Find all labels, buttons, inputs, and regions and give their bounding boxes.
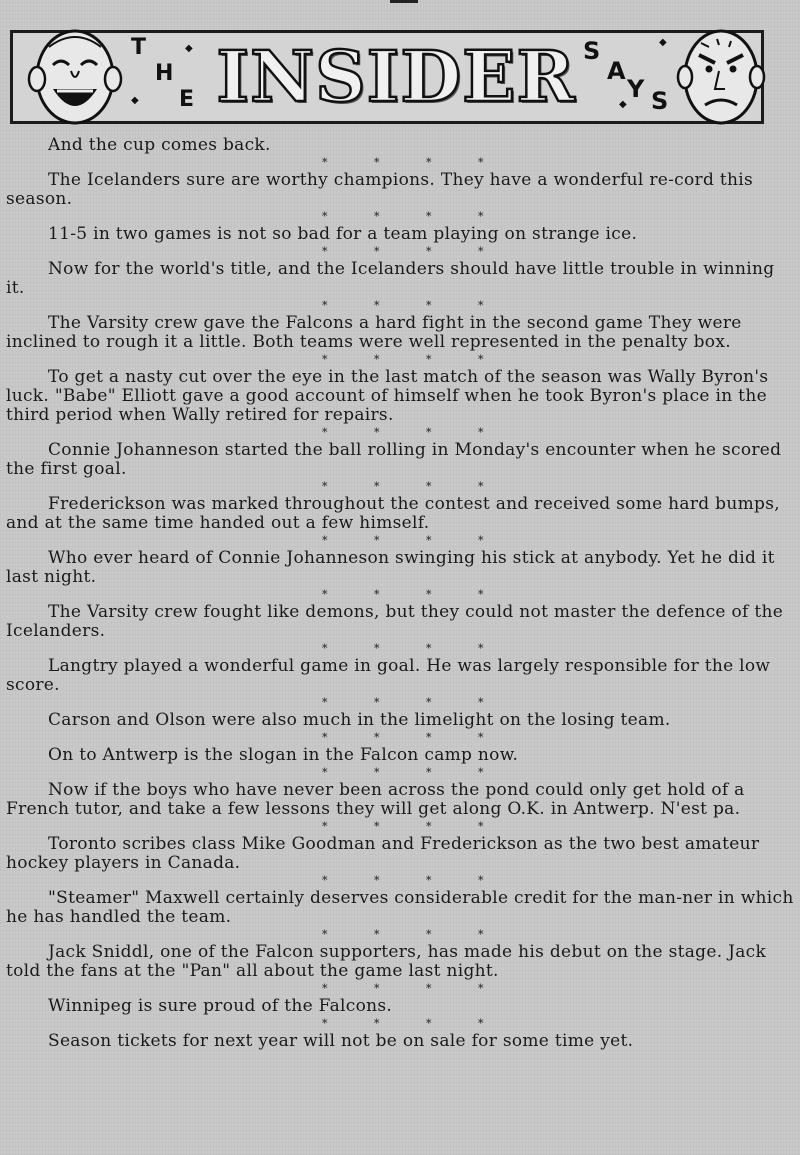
ornament-diamond: ◆ xyxy=(131,95,139,106)
paragraph: Langtry played a wonderful game in goal. He was largely responsible for the low score. xyxy=(6,656,771,695)
paragraph: And the cup comes back. xyxy=(48,135,271,155)
the-letter-e: E xyxy=(179,87,195,112)
paragraph: Carson and Olson were also much in the limelight on the losing team. xyxy=(48,710,671,730)
top-rule xyxy=(390,0,418,9)
separator-stars: * * * * xyxy=(322,982,484,995)
paragraph: Who ever heard of Connie Johanneson swinging his stick at anybody. Yet he did it last night. xyxy=(6,548,775,587)
separator-stars: * * * * xyxy=(322,299,484,312)
separator-stars: * * * * xyxy=(322,353,484,366)
paragraph: On to Antwerp is the slogan in the Falcon camp now. xyxy=(48,745,519,765)
separator-stars: * * * * xyxy=(322,588,484,601)
separator-stars: * * * * xyxy=(322,820,484,833)
paragraph: Now for the world's title, and the Icelanders should have little trouble in winning it. xyxy=(6,259,775,298)
separator-stars: * * * * xyxy=(322,156,484,169)
separator-stars: * * * * xyxy=(322,928,484,941)
column-banner xyxy=(10,30,764,124)
column-body xyxy=(6,136,796,1051)
paragraph: The Icelanders sure are worthy champions. They have a wonderful re-cord this season. xyxy=(6,170,753,209)
paragraph: Toronto scribes class Mike Goodman and Frederickson as the two best amateur hockey players in Canada. xyxy=(6,834,760,873)
paragraph: To get a nasty cut over the eye in the last match of the season was Wally Byron's luck. "Babe" Elliott gave a good account of himself when he took Byron's place in the third period when Wally retired for repairs. xyxy=(6,367,769,425)
paragraph: Now if the boys who have never been across the pond could only get hold of a French tutor, and take a few lessons they will get along O.K. in Antwerp. N'est pa. xyxy=(6,780,745,819)
separator-stars: * * * * xyxy=(322,766,484,779)
the-letter-t: T xyxy=(131,35,147,60)
separator-stars: * * * * xyxy=(322,210,484,223)
says-letter-s2: S xyxy=(651,87,669,115)
separator-stars: * * * * xyxy=(322,642,484,655)
separator-stars: * * * * xyxy=(322,426,484,439)
ornament-diamond: ◆ xyxy=(659,37,667,48)
separator-stars: * * * * xyxy=(322,874,484,887)
ornament-diamond: ◆ xyxy=(619,99,627,110)
separator-stars: * * * * xyxy=(322,696,484,709)
paragraph: "Steamer" Maxwell certainly deserves considerable credit for the man-ner in which he has handled the team. xyxy=(6,888,794,927)
separator-stars: * * * * xyxy=(322,480,484,493)
ornament-diamond: ◆ xyxy=(185,43,193,54)
separator-stars: * * * * xyxy=(322,534,484,547)
paragraph: The Varsity crew fought like demons, but they could not master the defence of the Icelanders. xyxy=(6,602,784,641)
grumpy-face-icon xyxy=(673,19,769,131)
paragraph: Season tickets for next year will not be on sale for some time yet. xyxy=(48,1031,634,1051)
says-letter-a: A xyxy=(607,57,626,85)
paragraph: Winnipeg is sure proud of the Falcons. xyxy=(48,996,393,1016)
separator-stars: * * * * xyxy=(322,731,484,744)
paragraph: Jack Sniddl, one of the Falcon supporters, has made his debut on the stage. Jack told the fans at the "Pan" all about the game last night. xyxy=(6,942,767,981)
paragraph: Frederickson was marked throughout the contest and received some hard bumps, and at the same time handed out a few himself. xyxy=(6,494,780,533)
paragraph: The Varsity crew gave the Falcons a hard fight in the second game They were inclined to rough it a little. Both teams were well represented in the penalty box. xyxy=(6,313,742,352)
column-title: INSIDER xyxy=(216,35,576,118)
laughing-face-icon xyxy=(27,19,123,131)
paragraph: 11-5 in two games is not so bad for a team playing on strange ice. xyxy=(48,224,638,244)
says-letter-s: S xyxy=(583,37,601,65)
the-letter-h: H xyxy=(155,61,174,86)
separator-stars: * * * * xyxy=(322,245,484,258)
paragraph: Connie Johanneson started the ball rolling in Monday's encounter when he scored the first goal. xyxy=(6,440,782,479)
separator-stars: * * * * xyxy=(322,1017,484,1030)
says-letter-y: Y xyxy=(627,75,645,103)
